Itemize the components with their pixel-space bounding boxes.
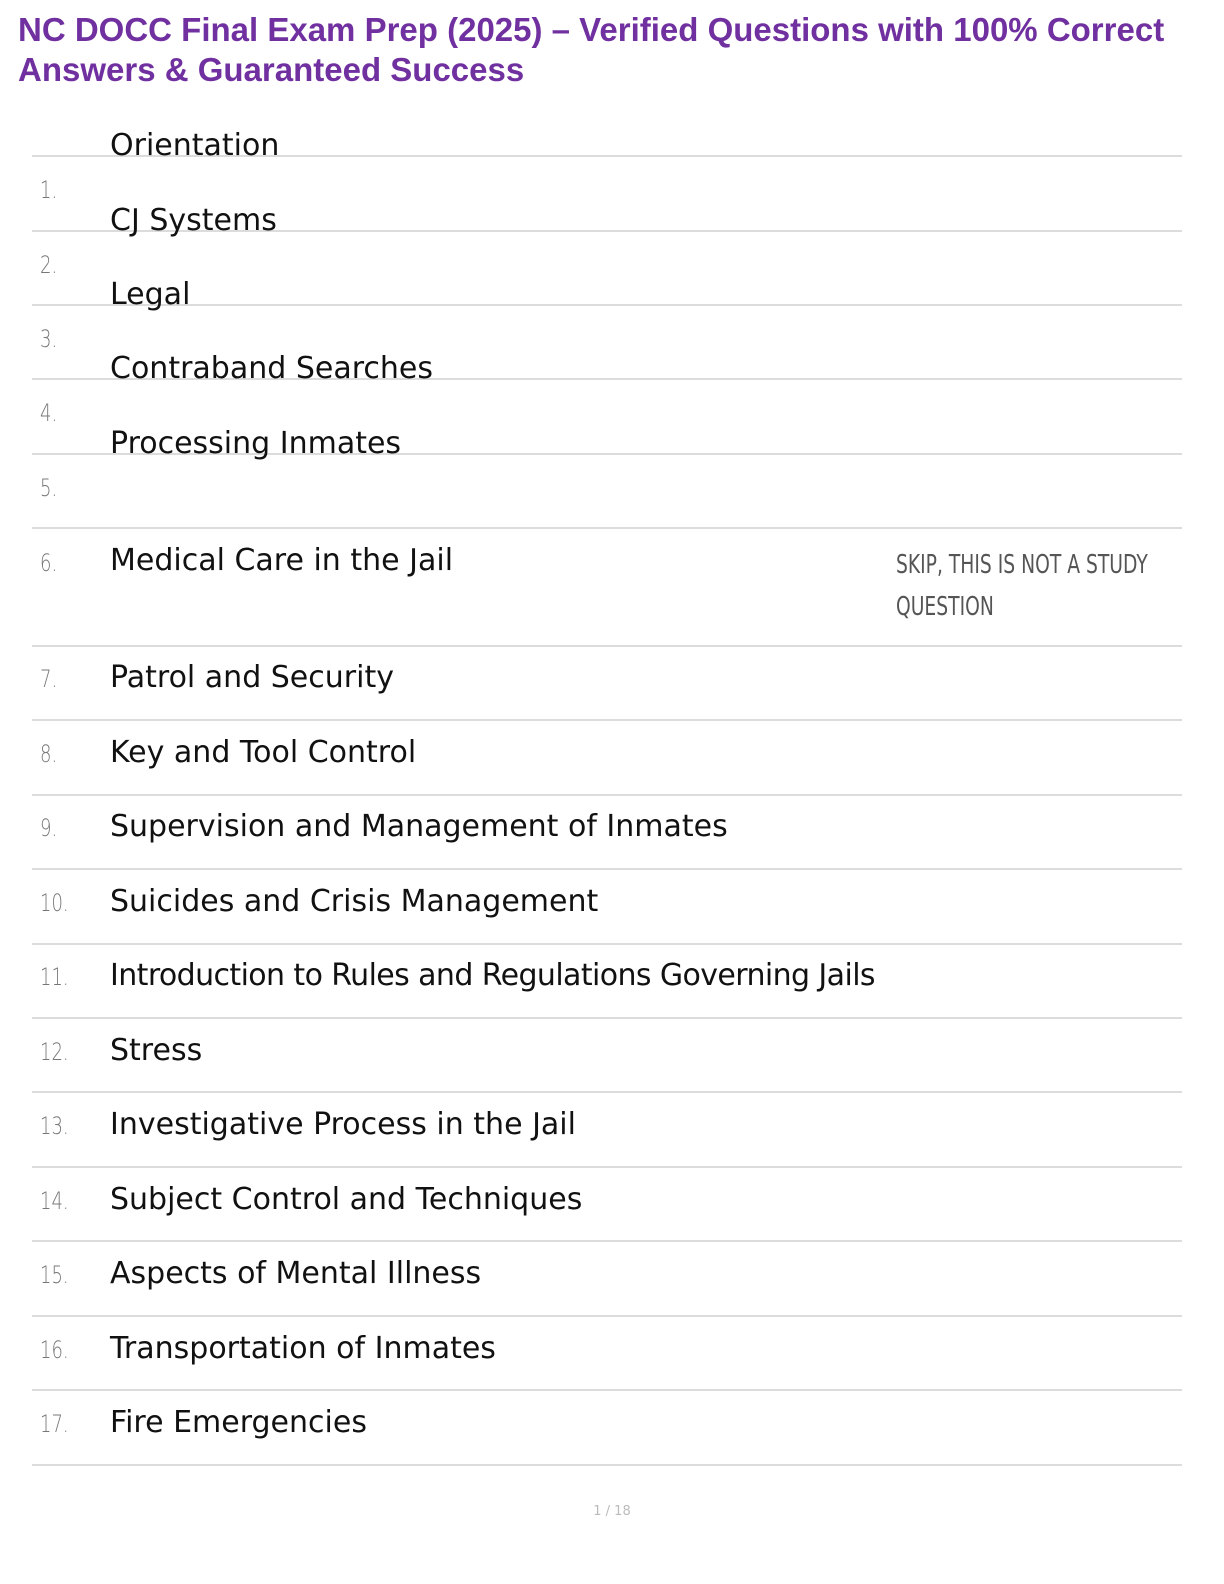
skip-note-line: QUESTION — [896, 592, 994, 622]
topic-number: 2. — [40, 251, 58, 279]
row-divider — [32, 1240, 1182, 1242]
topic-number: 9. — [40, 814, 58, 842]
topic-label: Fire Emergencies — [110, 1405, 367, 1440]
row-divider — [32, 868, 1182, 870]
topic-number: 6. — [40, 549, 58, 577]
row-divider — [32, 719, 1182, 721]
topic-label: Transportation of Inmates — [110, 1331, 496, 1366]
skip-note — [896, 544, 1148, 628]
topic-label: Introduction to Rules and Regulations Governing Jails — [110, 958, 875, 993]
topic-label: CJ Systems — [110, 203, 277, 238]
row-divider — [32, 1091, 1182, 1093]
topic-label: Processing Inmates — [110, 426, 402, 461]
topic-label: Medical Care in the Jail — [110, 543, 454, 578]
topic-number: 16. — [40, 1336, 69, 1364]
topic-number: 14. — [40, 1187, 69, 1215]
page-number: 1 / 18 — [593, 1504, 631, 1519]
topic-label: Orientation — [110, 128, 280, 163]
topic-number: 12. — [40, 1038, 69, 1066]
topic-number: 4. — [40, 399, 58, 427]
topic-label: Contraband Searches — [110, 351, 433, 386]
topic-number: 5. — [40, 474, 58, 502]
topic-label: Suicides and Crisis Management — [110, 884, 599, 919]
topic-number: 8. — [40, 740, 58, 768]
row-divider — [32, 1166, 1182, 1168]
topic-label: Legal — [110, 277, 191, 312]
row-divider — [32, 1017, 1182, 1019]
topic-label: Stress — [110, 1033, 203, 1068]
row-divider — [32, 645, 1182, 647]
row-divider — [32, 1315, 1182, 1317]
row-divider — [32, 527, 1182, 529]
topic-number: 15. — [40, 1261, 69, 1289]
topic-label: Subject Control and Techniques — [110, 1182, 583, 1217]
topic-label: Patrol and Security — [110, 660, 394, 695]
skip-note-line: SKIP, THIS IS NOT A STUDY — [896, 550, 1148, 580]
topic-number: 7. — [40, 665, 58, 693]
row-divider — [32, 1464, 1182, 1466]
topic-label: Investigative Process in the Jail — [110, 1107, 576, 1142]
row-divider — [32, 304, 1182, 306]
topic-number: 17. — [40, 1410, 69, 1438]
row-divider — [32, 1389, 1182, 1391]
document-title: NC DOCC Final Exam Prep (2025) – Verified Questions with 100% Correct Answers & Guaranteed Success — [18, 11, 1165, 88]
topic-number: 13. — [40, 1112, 69, 1140]
row-divider — [32, 943, 1182, 945]
topic-label: Aspects of Mental Illness — [110, 1256, 482, 1291]
topic-number: 3. — [40, 325, 58, 353]
topic-number: 11. — [40, 963, 69, 991]
row-divider — [32, 794, 1182, 796]
topic-label: Supervision and Management of Inmates — [110, 809, 728, 844]
topic-label: Key and Tool Control — [110, 735, 417, 770]
topic-number: 1. — [40, 176, 58, 204]
topic-number: 10. — [40, 889, 69, 917]
